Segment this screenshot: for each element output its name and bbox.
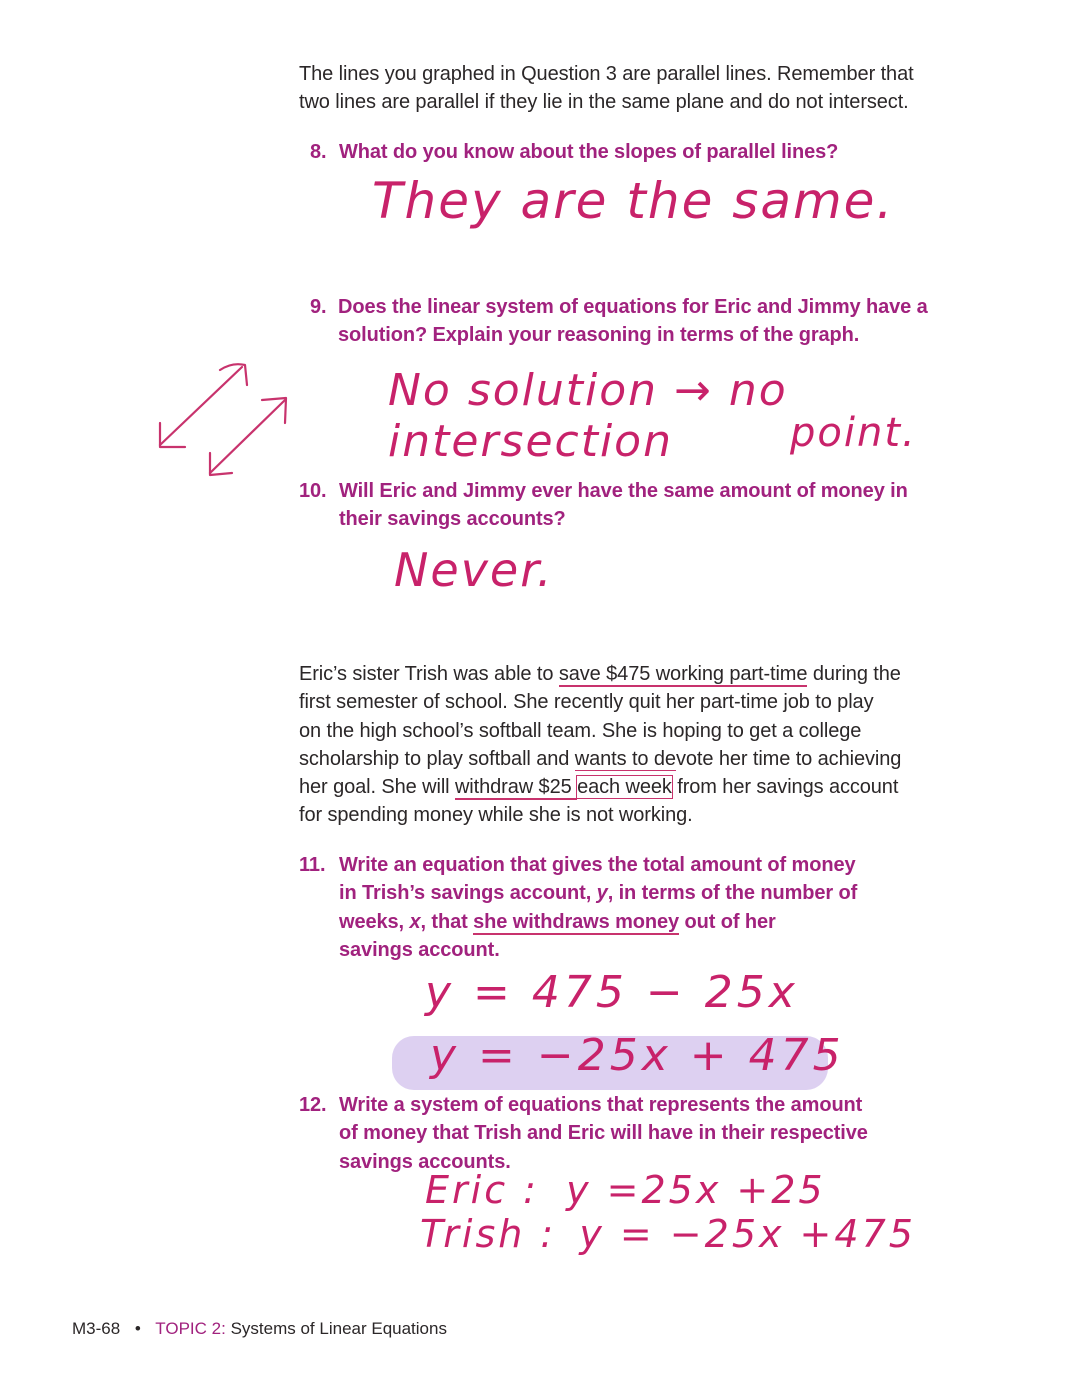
topic-label: TOPIC 2:	[155, 1319, 226, 1338]
answer-12-trish	[420, 1212, 916, 1256]
intro-paragraph	[299, 60, 999, 117]
question-11	[299, 851, 999, 964]
variable: x	[409, 910, 421, 933]
trish-label: Trish :	[420, 1212, 557, 1256]
question-text: Will Eric and Jimmy ever have the same amount of money in	[339, 480, 908, 502]
question-10	[299, 477, 999, 534]
paragraph-line: for spending money while she is not working.	[299, 804, 693, 827]
paragraph-line: first semester of school. She recently quit her part-time job to play	[299, 691, 874, 714]
underlined-annotation: save $475 working part-time	[558, 663, 808, 685]
answer-10-handwriting: Never.	[394, 543, 554, 597]
question-text: Does the linear system of equations for Eric and Jimmy have a	[338, 296, 928, 318]
trish-equation: y = −25x +475	[579, 1212, 916, 1256]
intro-line: two lines are parallel if they lie in the same plane and do not intersect.	[299, 91, 909, 114]
question-text: of money that Trish and Eric will have in their respective	[339, 1122, 868, 1145]
question-number: 9.	[310, 296, 327, 318]
question-text: solution? Explain your reasoning in terms of the graph.	[338, 324, 860, 347]
text-span: , in terms of the number of	[607, 882, 858, 905]
topic-title: Systems of Linear Equations	[230, 1319, 447, 1338]
trish-paragraph	[299, 660, 999, 830]
question-8	[310, 138, 1010, 166]
question-number: 11.	[299, 854, 326, 876]
underlined-annotation: withdraw $25	[454, 776, 578, 799]
variable: y	[596, 882, 608, 905]
bullet-separator: •	[134, 1319, 141, 1338]
page-number: M3-68	[72, 1319, 121, 1338]
answer-11-draft: y = 475 − 25x	[425, 967, 799, 1018]
question-text: What do you know about the slopes of parallel lines?	[339, 141, 839, 163]
question-text: savings account.	[339, 938, 500, 961]
question-12	[299, 1091, 999, 1176]
eric-label: Eric :	[425, 1168, 539, 1212]
question-text	[299, 908, 999, 936]
answer-8-handwriting: They are the same.	[372, 172, 895, 230]
question-number: 10.	[299, 480, 327, 502]
question-number: 8.	[310, 141, 327, 163]
underlined-annotation: wants to de	[574, 747, 676, 770]
answer-9-line-2: point.	[790, 410, 917, 456]
text-span: scholarship to play softball and	[299, 747, 575, 770]
text-span: , that	[420, 910, 474, 933]
text-span: vote her time to achieving	[675, 747, 902, 770]
question-number: 12.	[299, 1094, 327, 1116]
question-text: Write an equation that gives the total amount of money	[339, 854, 856, 876]
text-span: out of her	[679, 910, 776, 933]
page-footer	[72, 1319, 447, 1339]
parallel-lines-sketch-icon	[150, 355, 295, 480]
paragraph-line: on the high school’s softball team. She is hoping to get a college	[299, 719, 862, 742]
answer-9-line-1: No solution → no intersection	[388, 365, 788, 467]
answer-11-final: y = −25x + 475	[430, 1030, 845, 1081]
eric-equation: y =25x +25	[566, 1168, 826, 1212]
question-text	[299, 879, 999, 907]
question-text: their savings accounts?	[339, 508, 566, 531]
intro-line: The lines you graphed in Question 3 are parallel lines. Remember that	[299, 63, 914, 85]
question-text: Write a system of equations that represents the amount	[339, 1094, 863, 1116]
answer-12-eric	[425, 1168, 826, 1212]
boxed-annotation: each week	[577, 776, 672, 799]
text-span: her goal. She will	[299, 776, 455, 799]
text-span: in Trish’s savings account,	[339, 882, 597, 905]
text-span: weeks,	[339, 910, 410, 933]
question-9	[310, 293, 1010, 350]
text-span: from her savings account	[671, 776, 899, 799]
text-span: Eric’s sister Trish was able to	[299, 663, 559, 685]
question-text: savings accounts.	[339, 1150, 511, 1173]
text-span: during the	[807, 663, 901, 685]
underlined-annotation: she withdraws money	[473, 910, 680, 933]
